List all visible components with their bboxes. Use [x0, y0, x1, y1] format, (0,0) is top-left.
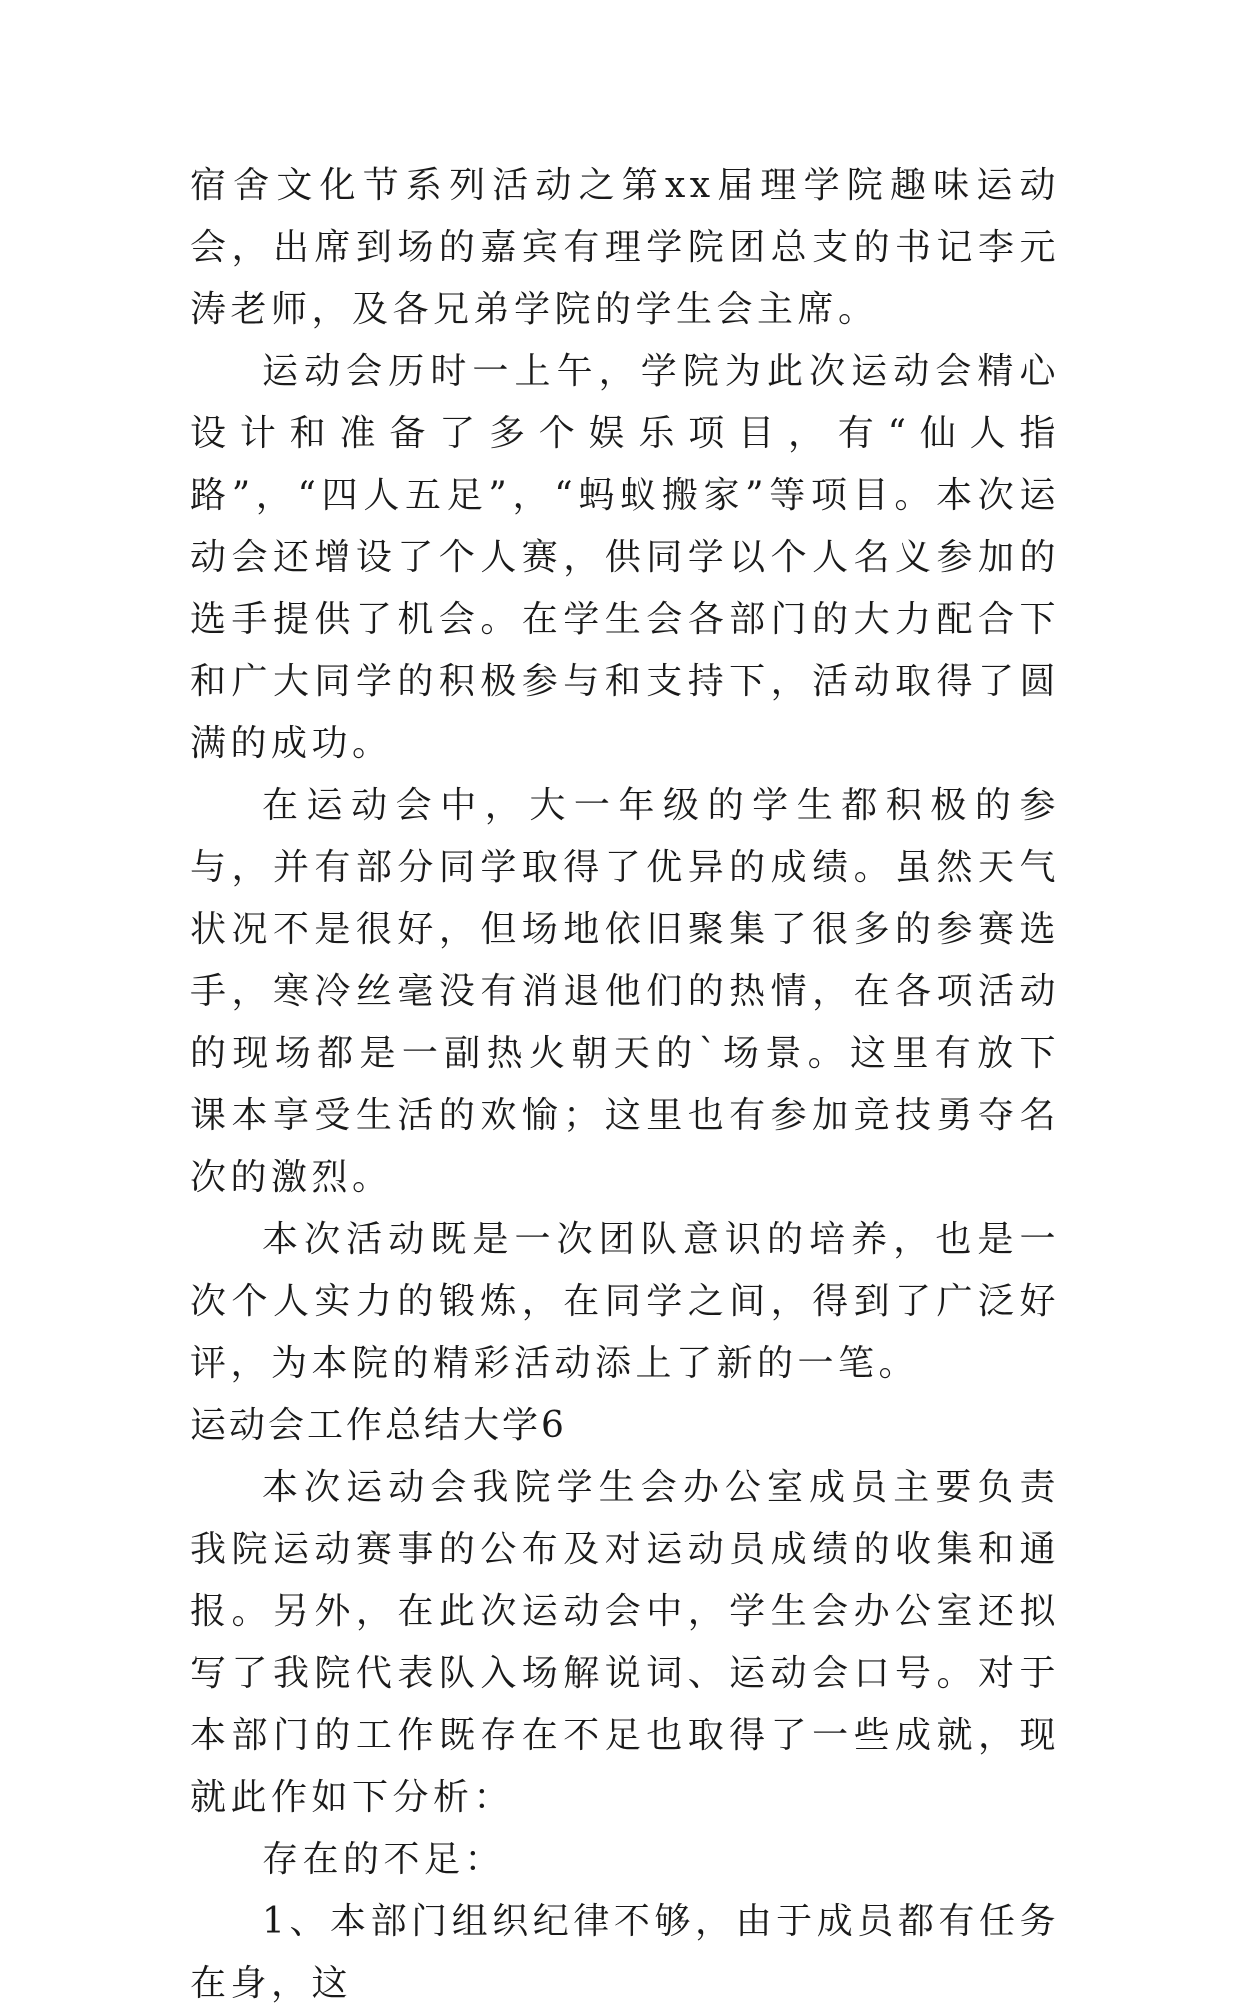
paragraph-1: 宿舍文化节系列活动之第xx届理学院趣味运动会，出席到场的嘉宾有理学院团总支的书记李元涛老师，及各兄弟学院的学生会主席。	[190, 165, 1060, 330]
paragraph-7: 1、本部门组织纪律不够，由于成员都有任务在身，这	[190, 1901, 1060, 2004]
document-body	[190, 155, 1060, 2015]
paragraph-4: 本次活动既是一次团队意识的培养，也是一次个人实力的锻炼，在同学之间，得到了广泛好评，为本院的精彩活动添上了新的一笔。	[190, 1219, 1060, 1384]
paragraph-5: 本次运动会我院学生会办公室成员主要负责我院运动赛事的公布及对运动员成绩的收集和通报。另外，在此次运动会中，学生会办公室还拟写了我院代表队入场解说词、运动会口号。对于本部门的工作既存在不足也取得了一些成就，现就此作如下分析：	[190, 1467, 1060, 1818]
section-heading: 运动会工作总结大学6	[190, 1405, 567, 1446]
paragraph-6: 存在的不足：	[262, 1839, 506, 1880]
paragraph-3: 在运动会中，大一年级的学生都积极的参与，并有部分同学取得了优异的成绩。虽然天气状况不是很好，但场地依旧聚集了很多的参赛选手，寒冷丝毫没有消退他们的热情，在各项活动的现场都是一副热火朝天的`场景。这里有放下课本享受生活的欢愉；这里也有参加竞技勇夺名次的激烈。	[190, 785, 1060, 1198]
paragraph-2: 运动会历时一上午，学院为此次运动会精心设计和准备了多个娱乐项目，有“仙人指路”，“四人五足”，“蚂蚁搬家”等项目。本次运动会还增设了个人赛，供同学以个人名义参加的选手提供了机会。在学生会各部门的大力配合下和广大同学的积极参与和支持下，活动取得了圆满的成功。	[190, 351, 1060, 764]
